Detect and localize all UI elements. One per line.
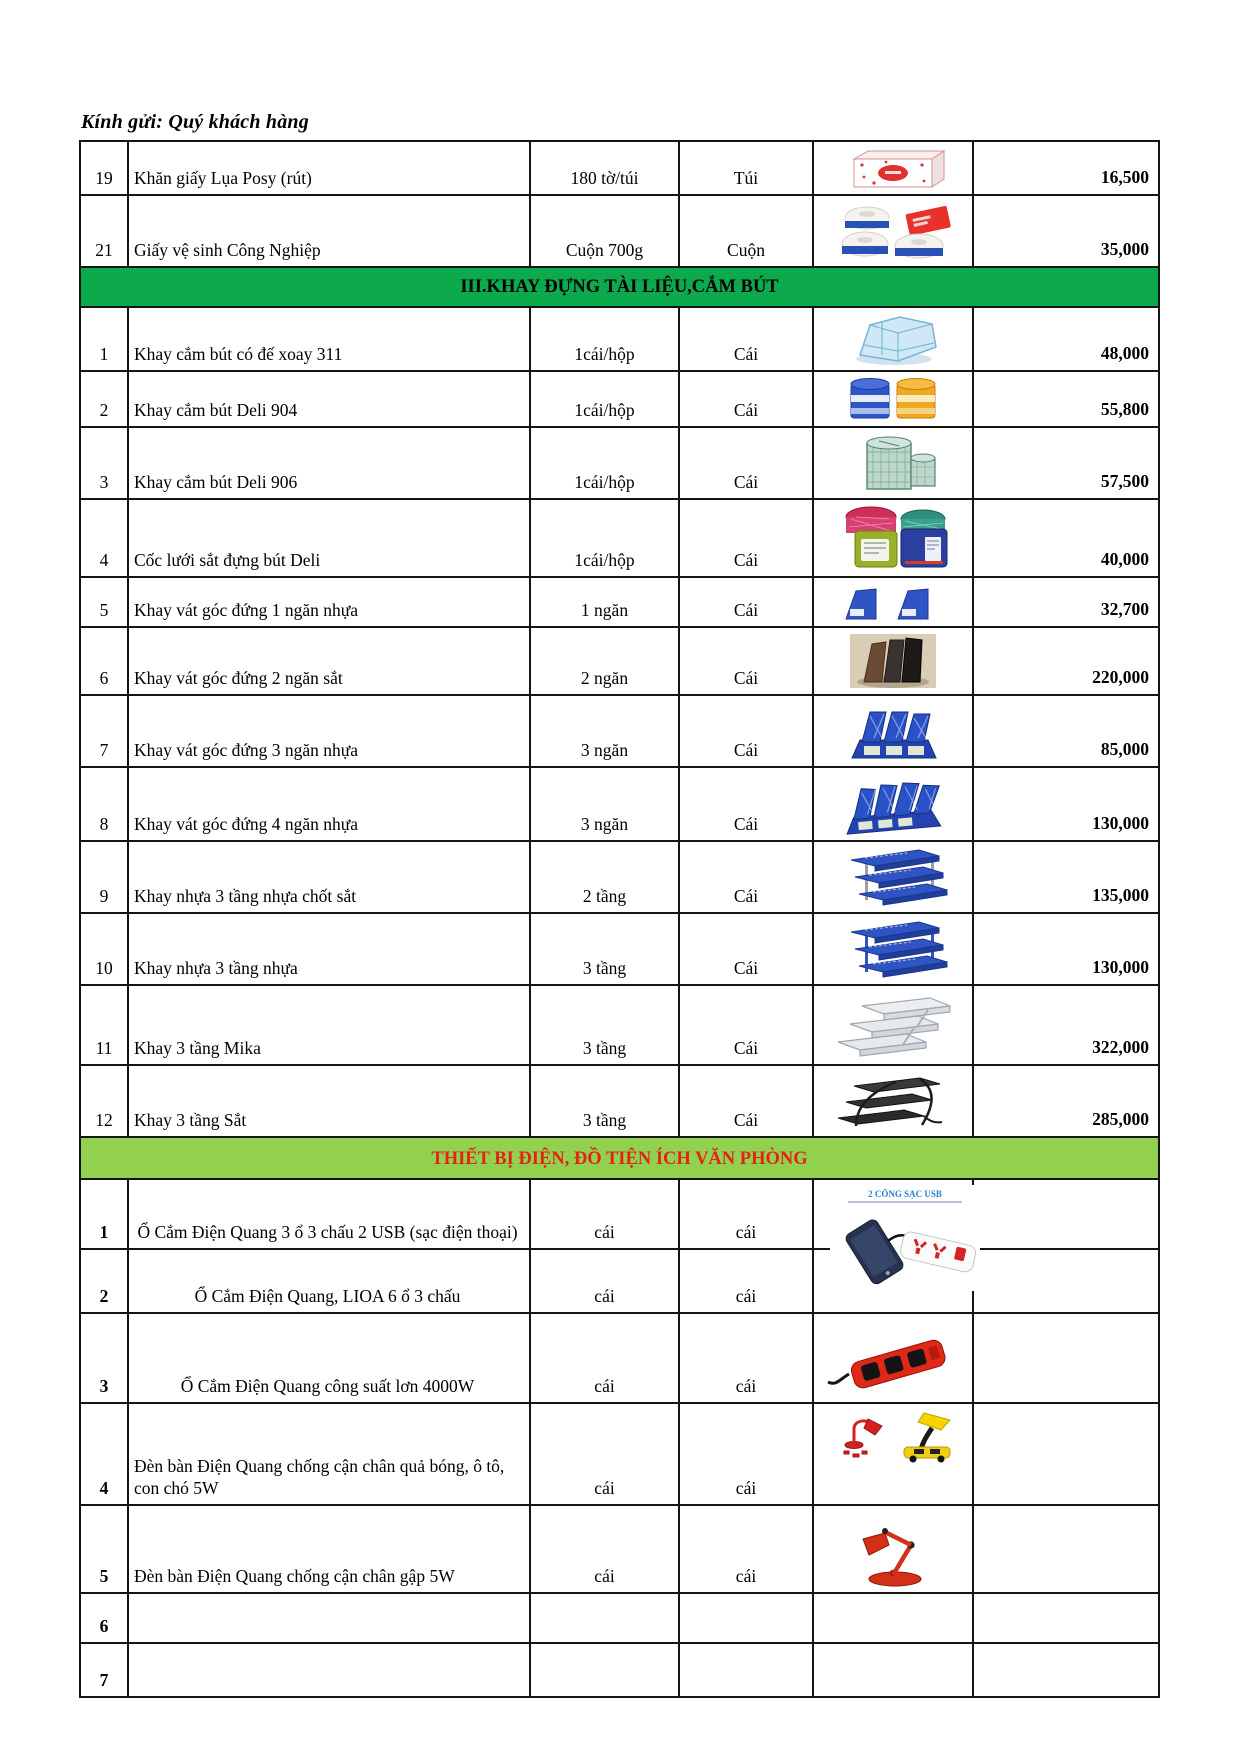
row-number: 1 <box>80 307 128 371</box>
product-image-cell <box>813 1179 973 1249</box>
table-row <box>80 141 1159 195</box>
product-price: 16,500 <box>973 141 1159 195</box>
product-image-cell <box>813 577 973 627</box>
product-unit: cái <box>679 1179 813 1249</box>
row-number: 21 <box>80 195 128 267</box>
table-row <box>80 307 1159 371</box>
row-number: 4 <box>80 1403 128 1505</box>
product-image-cell <box>813 1643 973 1697</box>
product-name <box>128 1593 530 1643</box>
product-unit: Cái <box>679 695 813 767</box>
product-image-cell <box>813 913 973 985</box>
product-spec: Cuộn 700g <box>530 195 679 267</box>
row-number: 7 <box>80 695 128 767</box>
product-image-cell <box>813 695 973 767</box>
product-price <box>973 1249 1159 1313</box>
row-number: 12 <box>80 1065 128 1137</box>
product-price: 285,000 <box>973 1065 1159 1137</box>
product-spec: 180 tờ/túi <box>530 141 679 195</box>
product-name: Đèn bàn Điện Quang chống cận chân quả bóng, ô tô, con chó 5W <box>128 1403 530 1505</box>
table-row <box>80 1643 1159 1697</box>
row-number: 8 <box>80 767 128 841</box>
row-number: 3 <box>80 1313 128 1403</box>
product-spec: 1cái/hộp <box>530 371 679 427</box>
blue-3-slot-magazine-file-image <box>834 700 952 762</box>
page-title: Kính gửi: Quý khách hàng <box>81 111 309 133</box>
product-spec: 1cái/hộp <box>530 307 679 371</box>
table-row <box>80 767 1159 841</box>
product-image-cell <box>813 307 973 371</box>
product-name: Khay nhựa 3 tầng nhựa <box>128 913 530 985</box>
table-row <box>80 195 1159 267</box>
product-name: Khay cắm bút Deli 906 <box>128 427 530 499</box>
product-price: 35,000 <box>973 195 1159 267</box>
product-spec: 3 ngăn <box>530 767 679 841</box>
table-row <box>80 1179 1159 1249</box>
product-spec: 1cái/hộp <box>530 499 679 577</box>
product-name: Khay 3 tầng Sắt <box>128 1065 530 1137</box>
row-number: 10 <box>80 913 128 985</box>
row-number: 11 <box>80 985 128 1065</box>
product-name: Khăn giấy Lụa Posy (rút) <box>128 141 530 195</box>
product-price <box>973 1403 1159 1505</box>
product-spec: cái <box>530 1179 679 1249</box>
product-price: 130,000 <box>973 913 1159 985</box>
product-name: Ổ Cắm Điện Quang 3 ổ 3 chấu 2 USB (sạc điện thoại) <box>128 1179 530 1249</box>
row-number: 19 <box>80 141 128 195</box>
product-spec: 3 ngăn <box>530 695 679 767</box>
product-name: Khay 3 tầng Mika <box>128 985 530 1065</box>
product-image-cell <box>813 1313 973 1403</box>
product-image-cell <box>813 1593 973 1643</box>
power-strip-usb-phone-image <box>830 1185 980 1291</box>
product-image-cell <box>813 427 973 499</box>
product-spec: cái <box>530 1505 679 1593</box>
product-image-cell <box>813 141 973 195</box>
product-unit: Cái <box>679 307 813 371</box>
product-spec: 1cái/hộp <box>530 427 679 499</box>
table-row <box>80 577 1159 627</box>
toy-desk-lamps-image <box>828 1409 958 1463</box>
table-row <box>80 841 1159 913</box>
product-spec: cái <box>530 1249 679 1313</box>
product-name: Khay cắm bút có đế xoay 311 <box>128 307 530 371</box>
product-spec: 3 tầng <box>530 1065 679 1137</box>
product-price <box>973 1179 1159 1249</box>
product-unit: cái <box>679 1249 813 1313</box>
product-spec <box>530 1593 679 1643</box>
table-row <box>80 427 1159 499</box>
section-header-row <box>80 267 1159 307</box>
product-image-cell <box>813 499 973 577</box>
product-unit: Cái <box>679 577 813 627</box>
row-number: 4 <box>80 499 128 577</box>
product-unit: cái <box>679 1313 813 1403</box>
product-price: 322,000 <box>973 985 1159 1065</box>
product-name <box>128 1643 530 1697</box>
product-unit: Cuộn <box>679 195 813 267</box>
table-row <box>80 1065 1159 1137</box>
product-spec: 1 ngăn <box>530 577 679 627</box>
product-price: 85,000 <box>973 695 1159 767</box>
product-spec: 2 tầng <box>530 841 679 913</box>
product-unit: Cái <box>679 985 813 1065</box>
product-price: 130,000 <box>973 767 1159 841</box>
product-image-cell <box>813 1403 973 1505</box>
product-unit: Cái <box>679 499 813 577</box>
product-name: Khay vát góc đứng 4 ngăn nhựa <box>128 767 530 841</box>
product-price: 32,700 <box>973 577 1159 627</box>
product-unit: Cái <box>679 913 813 985</box>
product-price: 57,500 <box>973 427 1159 499</box>
product-price: 135,000 <box>973 841 1159 913</box>
toilet-paper-rolls-image <box>831 200 955 262</box>
row-number: 9 <box>80 841 128 913</box>
red-power-strip-image <box>823 1318 963 1398</box>
product-image-cell <box>813 627 973 695</box>
product-spec: cái <box>530 1313 679 1403</box>
product-price: 48,000 <box>973 307 1159 371</box>
deli-904-pen-holders-image <box>837 375 949 423</box>
product-name: Cốc lưới sắt đựng bút Deli <box>128 499 530 577</box>
blue-3-tier-tray-metal-pins-image <box>835 846 951 908</box>
product-image-cell <box>813 767 973 841</box>
product-unit <box>679 1593 813 1643</box>
blue-acrylic-pen-organizer-image <box>834 311 952 367</box>
black-steel-3-tier-tray-image <box>828 1070 958 1132</box>
product-price <box>973 1313 1159 1403</box>
product-spec: 3 tầng <box>530 913 679 985</box>
blue-3-tier-tray-image <box>835 918 951 980</box>
product-spec <box>530 1643 679 1697</box>
product-image-cell <box>813 195 973 267</box>
product-unit <box>679 1643 813 1697</box>
blue-1-slot-file-holders-image <box>838 581 948 623</box>
section-header-khay: III.KHAY ĐỰNG TÀI LIỆU,CẮM BÚT <box>80 267 1159 307</box>
table-row <box>80 1249 1159 1313</box>
tissue-box-image <box>834 145 952 191</box>
svg-text:2 CỔNG SẠC USB: 2 CỔNG SẠC USB <box>868 1189 942 1199</box>
product-unit: Cái <box>679 1065 813 1137</box>
product-name: Khay vát góc đứng 1 ngăn nhựa <box>128 577 530 627</box>
black-2-slot-file-holder-image <box>838 632 948 690</box>
section-header-row <box>80 1137 1159 1179</box>
product-price: 55,800 <box>973 371 1159 427</box>
row-number: 3 <box>80 427 128 499</box>
product-name: Giấy vệ sinh Công Nghiệp <box>128 195 530 267</box>
product-price <box>973 1643 1159 1697</box>
product-unit: Túi <box>679 141 813 195</box>
product-unit: Cái <box>679 427 813 499</box>
row-number: 5 <box>80 1505 128 1593</box>
section-header-thiet-bi-dien: THIẾT BỊ ĐIỆN, ĐỒ TIỆN ÍCH VĂN PHÒNG <box>80 1137 1159 1179</box>
product-spec: 2 ngăn <box>530 627 679 695</box>
table-row <box>80 1593 1159 1643</box>
product-spec: cái <box>530 1403 679 1505</box>
row-number: 5 <box>80 577 128 627</box>
product-price: 40,000 <box>973 499 1159 577</box>
product-image-cell <box>813 371 973 427</box>
product-unit: cái <box>679 1505 813 1593</box>
row-number: 7 <box>80 1643 128 1697</box>
table-row <box>80 985 1159 1065</box>
product-name: Khay nhựa 3 tầng nhựa chốt sắt <box>128 841 530 913</box>
product-unit: cái <box>679 1403 813 1505</box>
row-number: 2 <box>80 1249 128 1313</box>
product-name: Đèn bàn Điện Quang chống cận chân gập 5W <box>128 1505 530 1593</box>
table-row <box>80 627 1159 695</box>
deli-906-mesh-organizer-image <box>837 432 949 494</box>
product-image-cell <box>813 985 973 1065</box>
clear-mika-3-tier-tray-image <box>828 990 958 1060</box>
row-number: 6 <box>80 1593 128 1643</box>
product-name: Khay vát góc đứng 2 ngăn sắt <box>128 627 530 695</box>
product-image-cell <box>813 1505 973 1593</box>
row-number: 1 <box>80 1179 128 1249</box>
product-unit: Cái <box>679 371 813 427</box>
table-row <box>80 371 1159 427</box>
product-image-cell <box>813 841 973 913</box>
table-row <box>80 499 1159 577</box>
table-row <box>80 695 1159 767</box>
product-price: 220,000 <box>973 627 1159 695</box>
product-image-cell <box>813 1065 973 1137</box>
product-unit: Cái <box>679 767 813 841</box>
product-name: Khay vát góc đứng 3 ngăn nhựa <box>128 695 530 767</box>
blue-4-slot-magazine-file-image <box>831 772 955 836</box>
product-name: Khay cắm bút Deli 904 <box>128 371 530 427</box>
price-table <box>79 140 1160 1698</box>
row-number: 6 <box>80 627 128 695</box>
product-name: Ổ Cắm Điện Quang công suất lơn 4000W <box>128 1313 530 1403</box>
red-folding-desk-lamp-image <box>833 1509 953 1589</box>
product-unit: Cái <box>679 841 813 913</box>
table-row <box>80 1403 1159 1505</box>
product-price <box>973 1593 1159 1643</box>
table-row <box>80 1313 1159 1403</box>
row-number: 2 <box>80 371 128 427</box>
table-row <box>80 1505 1159 1593</box>
product-price <box>973 1505 1159 1593</box>
product-name: Ổ Cắm Điện Quang, LIOA 6 ổ 3 chấu <box>128 1249 530 1313</box>
wire-mesh-pen-cups-image <box>831 503 955 573</box>
product-spec: 3 tầng <box>530 985 679 1065</box>
table-row <box>80 913 1159 985</box>
product-unit: Cái <box>679 627 813 695</box>
